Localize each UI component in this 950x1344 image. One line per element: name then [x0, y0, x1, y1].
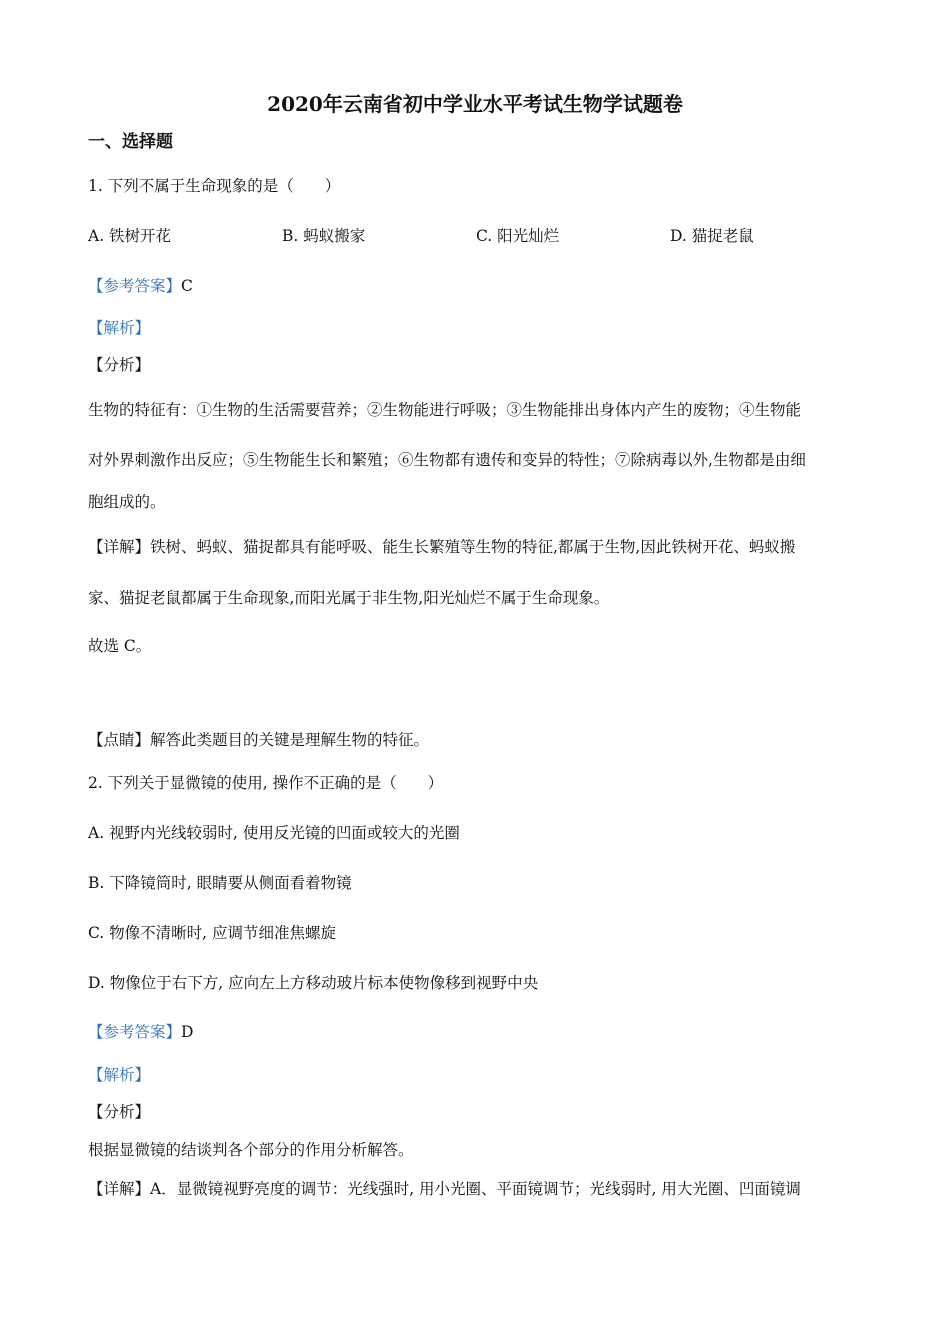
q1-option-b: B. 蚂蚁搬家	[282, 227, 366, 245]
q1-fenxi-line-2: 对外界刺激作出反应；⑤生物能生长和繁殖；⑥生物都有遗传和变异的特性；⑦除病毒以外,生物都是由细	[88, 451, 806, 469]
q2-fenxi-tag: 【分析】	[88, 1103, 151, 1121]
q2-detail-line: 【详解】A．显微镜视野亮度的调节：光线强时, 用小光圈、平面镜调节；光线弱时, 用大光圈、凹面镜调	[88, 1180, 801, 1198]
q1-analysis-tag: 【解析】	[88, 319, 151, 337]
q1-answer-value: C	[181, 277, 193, 295]
document-title: 2020年云南省初中学业水平考试生物学试题卷	[267, 92, 683, 116]
question-2-stem: 2. 下列关于显微镜的使用, 操作不正确的是（ ）	[88, 774, 444, 792]
q1-fenxi-line-3: 胞组成的。	[88, 493, 166, 511]
q2-answer-value: D	[181, 1023, 194, 1041]
q2-fenxi-line: 根据显微镜的结谈判各个部分的作用分析解答。	[88, 1141, 414, 1159]
q2-option-d: D. 物像位于右下方, 应向左上方移动玻片标本使物像移到视野中央	[88, 974, 539, 992]
section-heading: 一、选择题	[88, 132, 173, 152]
q2-answer-row	[88, 1022, 193, 1042]
q2-option-a: A. 视野内光线较弱时, 使用反光镜的凹面或较大的光圈	[88, 824, 460, 842]
q1-answer-row	[88, 276, 193, 296]
q1-choose: 故选 C。	[88, 637, 152, 655]
q1-option-a: A. 铁树开花	[88, 227, 172, 245]
q1-fenxi-line-1: 生物的特征有：①生物的生活需要营养；②生物能进行呼吸；③生物能排出身体内产生的废物；④生物能	[88, 401, 802, 419]
q1-dianjing: 【点睛】解答此类题目的关键是理解生物的特征。	[88, 731, 430, 749]
q1-answer-tag: 【参考答案】	[88, 277, 182, 295]
q1-fenxi-tag: 【分析】	[88, 356, 151, 374]
q1-option-d: D. 猫捉老鼠	[670, 227, 754, 245]
q1-detail-line-2: 家、猫捉老鼠都属于生命现象,而阳光属于非生物,阳光灿烂不属于生命现象。	[88, 589, 610, 607]
q1-detail-line-1: 【详解】铁树、蚂蚁、猫捉都具有能呼吸、能生长繁殖等生物的特征,都属于生物,因此铁树开花、蚂蚁搬	[88, 538, 796, 556]
q2-option-b: B. 下降镜筒时, 眼睛要从侧面看着物镜	[88, 874, 352, 892]
q2-answer-tag: 【参考答案】	[88, 1023, 182, 1041]
question-1-stem: 1. 下列不属于生命现象的是（ ）	[88, 177, 341, 195]
q2-analysis-tag: 【解析】	[88, 1066, 151, 1084]
q1-option-c: C. 阳光灿烂	[476, 227, 560, 245]
q2-option-c: C. 物像不清晰时, 应调节细准焦螺旋	[88, 924, 337, 942]
